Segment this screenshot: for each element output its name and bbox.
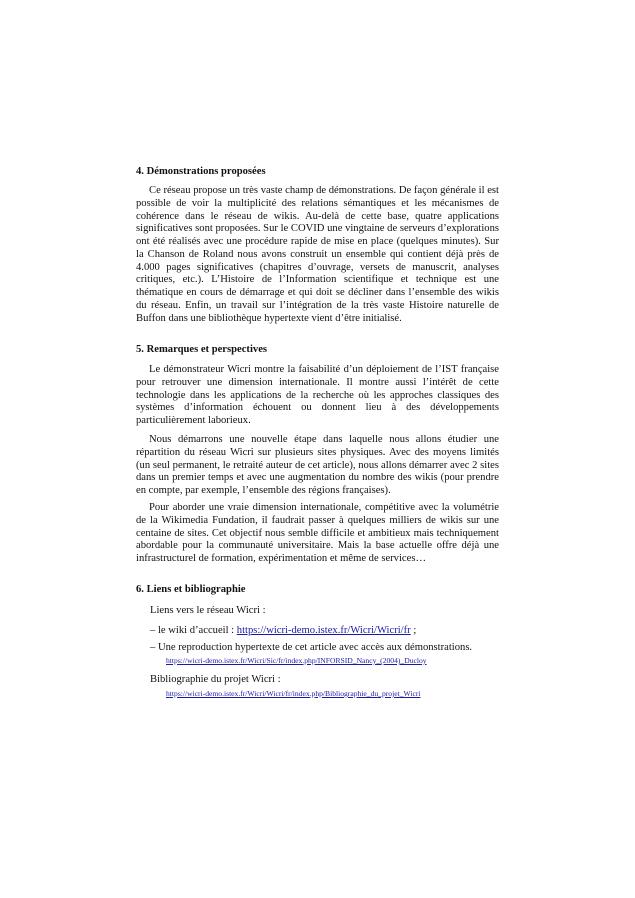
- section-5-paragraph-2: Nous démarrons une nouvelle étape dans laquelle nous allons étudier une répartition du réseau Wicri sur plusieurs sites physiques. Avec des moyens limités (un seul permanent, le retraité auteur de cet article), nous allons démarrer avec 2 sites dans un premier temps et avec une augmentation du nombre des wikis (pour prendre en compte, par exemple, l’ensemble des régions françaises).: [136, 434, 499, 496]
- section-6-heading: 6. Liens et bibliographie: [136, 584, 246, 595]
- reproduction-link[interactable]: https://wicri-demo.istex.fr/Wicri/Sic/fr/index.php/INFORSID_Nancy_(2004)_Ducloy: [166, 656, 427, 665]
- section-4-heading: 4. Démonstrations proposées: [136, 166, 266, 177]
- link-item-home: [150, 624, 416, 637]
- home-wiki-link[interactable]: https://wicri-demo.istex.fr/Wicri/Wicri/fr: [236, 625, 411, 636]
- section-5-paragraph-1: Le démonstrateur Wicri montre la faisabilité d’un déploiement de l’IST française pour retrouver une dimension internationale. Il montre aussi l’intérêt de cette technologie dans les applications de la recherche où les approches classiques des systèmes d’information échouent ou donnent lieu à des développements particulièrement laborieux.: [136, 364, 499, 426]
- section-4-paragraph: Ce réseau propose un très vaste champ de démonstrations. De façon générale il est possible de voir la multiplicité des relations sémantiques et les mécanismes de cohérence dans le réseau de wikis. Au-delà de cette base, quatre applications significatives sont proposées. Sur le COVID une vingtaine de serveurs d’explorations ont été réalisés avec une procédure rapide de mise en place (quelques minutes). Sur la Chanson de Roland nous avons construit un ensemble qui contient déjà près de 4.000 pages significatives (chapitres d’ouvrage, versets de manuscrit, analyses critiques, etc.). L’Histoire de l’Information scientifique et technique est une thématique en cours de démarrage et qui doit se décliner dans l’ensemble des wikis du réseau. Enfin, un travail sur l’intégration de la très vaste Histoire naturelle de Buffon dans une bibliothèque hypertexte vient d’être initialisé.: [136, 185, 499, 324]
- section-5-heading: 5. Remarques et perspectives: [136, 344, 268, 355]
- section-5-paragraph-3: Pour aborder une vraie dimension internationale, compétitive avec la volumétrie de la Wikimedia Fundation, il faudrait passer à quelques milliers de wikis sur une centaine de sites. Cet objectif nous semble difficile et ambitieux mais techniquement abordable pour la communauté universitaire. Mais la base actuelle offre déjà une infrastructurel de formation, expérimentation et même de services…: [136, 502, 499, 564]
- link-item-reproduction: – Une reproduction hypertexte de cet article avec accès aux démonstrations.: [150, 642, 473, 653]
- links-intro: Liens vers le réseau Wicri :: [150, 605, 266, 616]
- link-item-home-prefix: – le wiki d’accueil :: [150, 625, 237, 636]
- bibliography-link[interactable]: https://wicri-demo.istex.fr/Wicri/Wicri/fr/index.php/Bibliographie_du_projet_Wicri: [166, 689, 421, 698]
- link-item-home-suffix: ;: [410, 625, 417, 636]
- bibliography-link-line: [166, 689, 420, 699]
- reproduction-link-line: [166, 656, 427, 666]
- bibliography-label: Bibliographie du projet Wicri :: [150, 674, 281, 685]
